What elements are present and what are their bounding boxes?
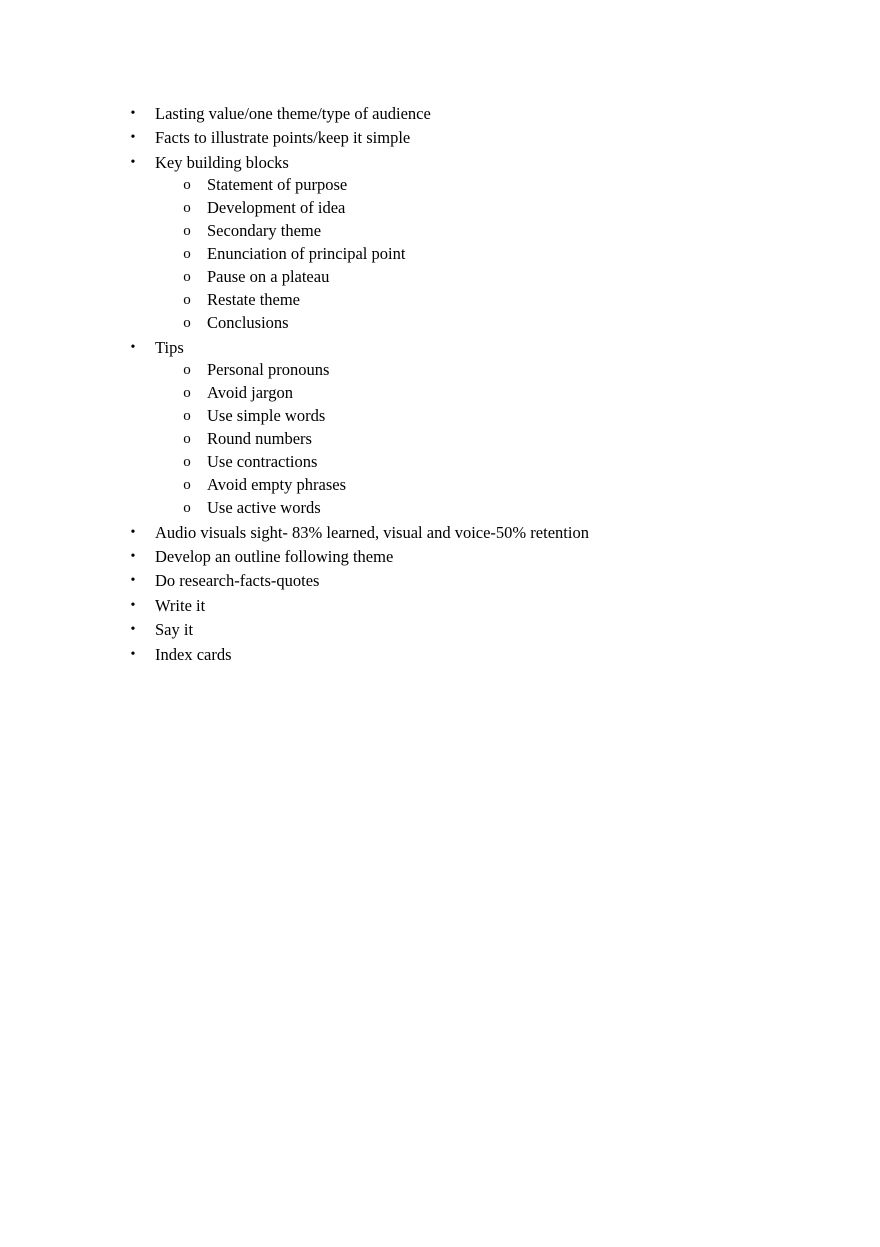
list-item: [0, 337, 880, 520]
sublist-item-text: Avoid empty phrases: [207, 475, 347, 495]
list-item-text: Key building blocks: [155, 152, 289, 172]
bullet-dot-icon: •: [130, 597, 136, 613]
list-item: [0, 152, 880, 335]
bullet-circle-icon: o: [183, 199, 191, 216]
sublist-item: [0, 359, 880, 381]
bullet-dot-icon: •: [130, 130, 136, 146]
sublist-item: [0, 174, 880, 196]
list-item: [0, 127, 880, 149]
bullet-circle-icon: o: [183, 292, 191, 309]
bullet-circle-icon: o: [183, 454, 191, 471]
bullet-circle-icon: o: [183, 176, 191, 193]
bullet-circle-icon: o: [183, 222, 191, 239]
sublist-item: [0, 497, 880, 519]
bullet-dot-icon: •: [130, 106, 136, 121]
sublist-item: [0, 266, 880, 288]
list-item-text: Say it: [155, 620, 194, 640]
sublist-item: [0, 428, 880, 450]
bullet-circle-icon: o: [183, 500, 191, 517]
bullet-circle-icon: o: [183, 315, 191, 332]
list-item: [0, 644, 880, 666]
sublist-item: [0, 474, 880, 496]
list-item-text: Index cards: [155, 644, 232, 664]
list-item-text: Develop an outline following theme: [155, 547, 394, 567]
sublist-item-text: Restate theme: [207, 290, 301, 310]
sublist-item: [0, 405, 880, 427]
bullet-circle-icon: o: [183, 361, 191, 378]
sublist-item: [0, 197, 880, 219]
sublist-item-text: Use active words: [207, 498, 321, 518]
list-item: [0, 619, 880, 641]
sublist-key-building-blocks: [155, 174, 880, 335]
list-item-text: Do research-facts-quotes: [155, 571, 320, 591]
bullet-circle-icon: o: [183, 431, 191, 448]
list-item: [0, 522, 880, 544]
list-item: [0, 546, 880, 568]
sublist-item-text: Use contractions: [207, 452, 318, 472]
sublist-item-text: Enunciation of principal point: [207, 244, 406, 264]
list-item: [0, 103, 880, 125]
list-item-text: Audio visuals sight- 83% learned, visual and voice-50% retention: [155, 522, 589, 542]
sublist-item-text: Statement of purpose: [207, 174, 348, 194]
bullet-circle-icon: o: [183, 384, 191, 401]
sublist-item: [0, 243, 880, 265]
bullet-dot-icon: •: [130, 524, 136, 540]
sublist-item: [0, 451, 880, 473]
bullet-dot-icon: •: [130, 549, 136, 565]
sublist-item: [0, 220, 880, 242]
list-item-text: Lasting value/one theme/type of audience: [155, 104, 431, 123]
sublist-item: [0, 289, 880, 311]
list-item-text: Write it: [155, 595, 206, 615]
bullet-outline: [0, 103, 880, 668]
sublist-item: [0, 382, 880, 404]
bullet-circle-icon: o: [183, 269, 191, 286]
bullet-dot-icon: •: [130, 573, 136, 589]
sublist-item-text: Avoid jargon: [207, 382, 294, 402]
sublist-item-text: Development of idea: [207, 197, 346, 217]
bullet-dot-icon: •: [130, 646, 136, 662]
list-item: [0, 595, 880, 617]
bullet-circle-icon: o: [183, 477, 191, 494]
sublist-item-text: Use simple words: [207, 405, 326, 425]
sublist-item-text: Personal pronouns: [207, 359, 330, 379]
bullet-circle-icon: o: [183, 407, 191, 424]
sublist-item-text: Round numbers: [207, 429, 312, 449]
sublist-item-text: Secondary theme: [207, 220, 322, 240]
sublist-item-text: Conclusions: [207, 313, 289, 333]
list-item-text: Facts to illustrate points/keep it simple: [155, 128, 411, 148]
bullet-dot-icon: •: [130, 339, 136, 355]
sublist-item-text: Pause on a plateau: [207, 267, 330, 287]
bullet-circle-icon: o: [183, 246, 191, 263]
sublist-item: [0, 312, 880, 334]
bullet-dot-icon: •: [130, 154, 136, 170]
list-item: [0, 570, 880, 592]
sublist-tips: [155, 359, 880, 520]
list-item-text: Tips: [155, 337, 184, 357]
bullet-dot-icon: •: [130, 622, 136, 638]
